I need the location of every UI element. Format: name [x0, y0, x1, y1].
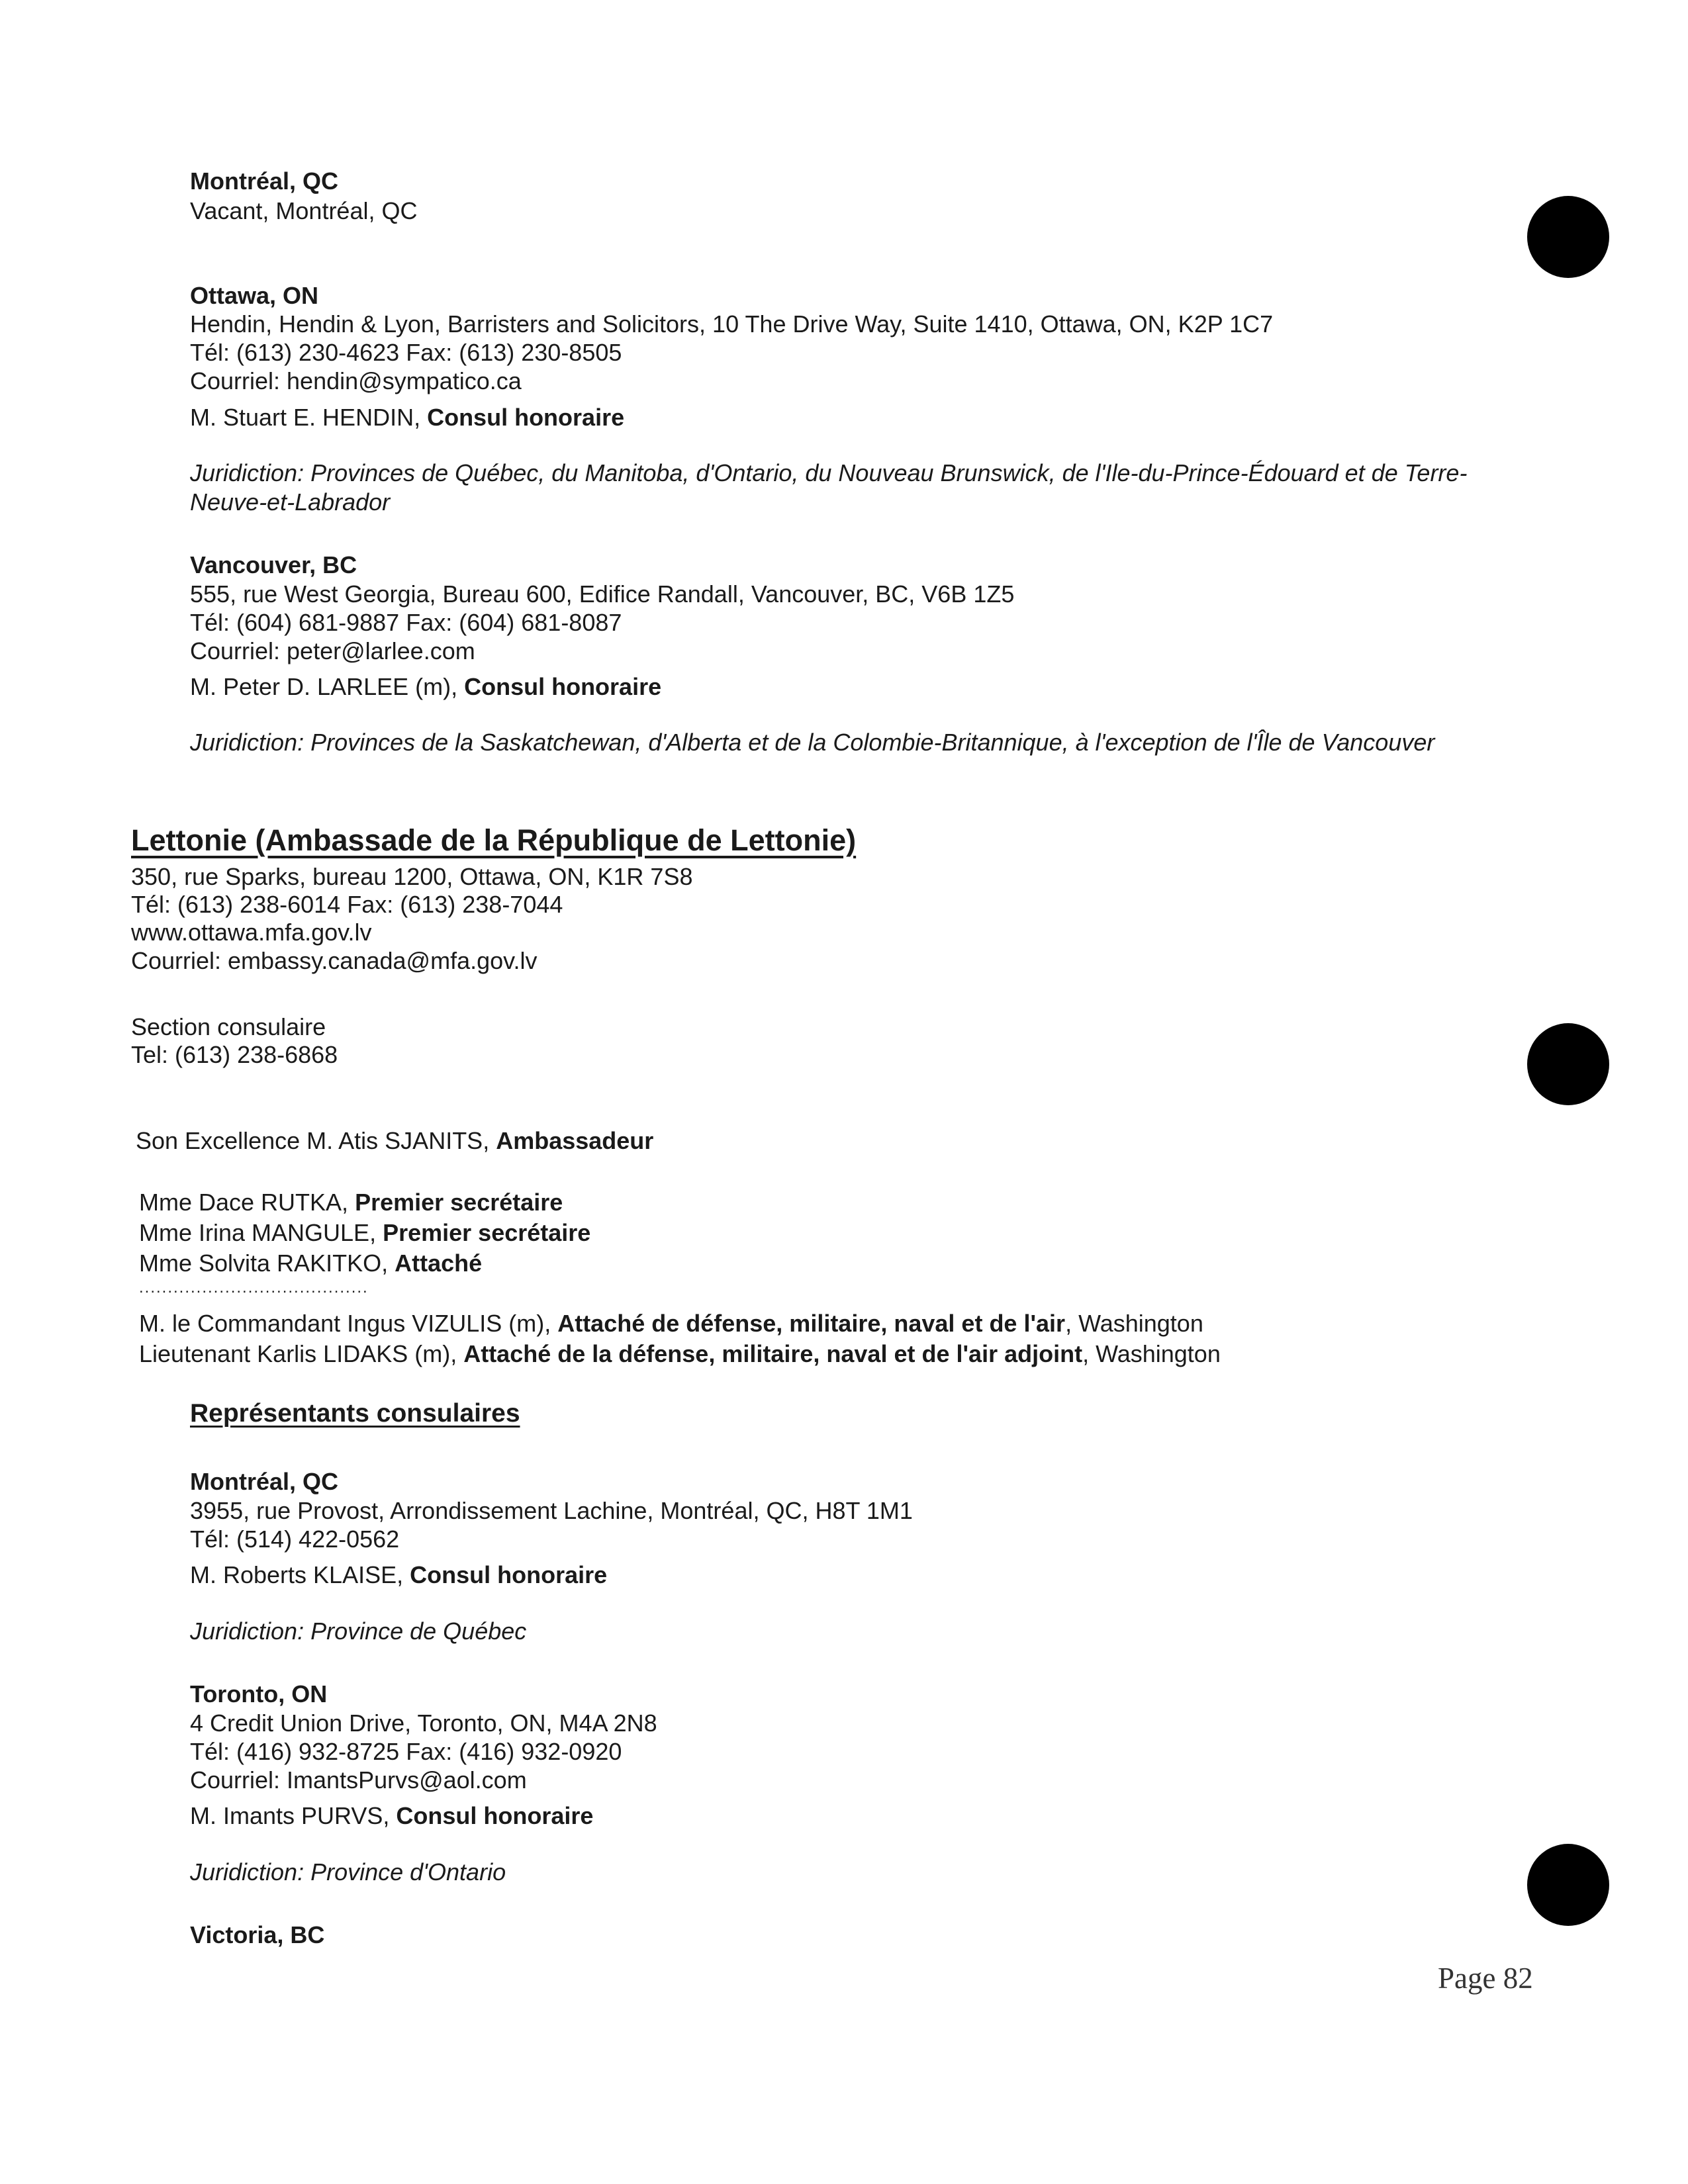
vancouver-consul — [190, 672, 661, 702]
latvia-website: www.ottawa.mfa.gov.lv — [131, 919, 372, 946]
ottawa-address: Hendin, Hendin & Lyon, Barristers and Solicitors, 10 The Drive Way, Suite 1410, Ottawa, ON, K2P 1C7 — [190, 310, 1274, 338]
dotted-separator: ........................................ — [139, 1279, 369, 1297]
vancouver-email: Courriel: peter@larlee.com — [190, 637, 475, 664]
staff-name: Mme Irina MANGULE, — [139, 1219, 383, 1246]
page-number: Page 82 — [1438, 1962, 1533, 1995]
latvia-ambassador — [136, 1126, 653, 1156]
ottawa-consul — [190, 403, 624, 432]
ambassador-name: Son Excellence M. Atis SJANITS, — [136, 1127, 496, 1154]
latvia-montreal-address: 3955, rue Provost, Arrondissement Lachine, Montréal, QC, H8T 1M1 — [190, 1497, 913, 1524]
ottawa-jurisdiction-line2: Neuve-et-Labrador — [190, 488, 391, 516]
vancouver-consul-name: M. Peter D. LARLEE (m), — [190, 673, 465, 700]
attache-title: Attaché de défense, militaire, naval et de l'air — [557, 1310, 1066, 1337]
attache-title: Attaché de la défense, militaire, naval et de l'air adjoint — [463, 1340, 1083, 1367]
ottawa-city-heading: Ottawa, ON — [190, 282, 319, 309]
consular-representatives-heading: Représentants consulaires — [190, 1399, 520, 1428]
ambassador-title: Ambassadeur — [496, 1127, 654, 1154]
latvia-montreal-phone: Tél: (514) 422-0562 — [190, 1525, 400, 1553]
montreal-vacant-line: Vacant, Montréal, QC — [190, 197, 418, 224]
latvia-toronto-city-heading: Toronto, ON — [190, 1680, 328, 1707]
montreal-city-heading: Montréal, QC — [190, 167, 339, 195]
latvia-consular-section: Section consulaire — [131, 1013, 326, 1040]
attache-place: , Washington — [1082, 1340, 1221, 1367]
latvia-toronto-phone: Tél: (416) 932-8725 Fax: (416) 932-0920 — [190, 1738, 622, 1765]
punch-hole-top — [1527, 196, 1609, 278]
staff-title: Premier secrétaire — [355, 1189, 563, 1216]
staff-title: Attaché — [395, 1250, 483, 1277]
staff-name: Mme Dace RUTKA, — [139, 1189, 355, 1216]
latvia-email: Courriel: embassy.canada@mfa.gov.lv — [131, 947, 538, 974]
latvia-victoria-city-heading: Victoria, BC — [190, 1921, 325, 1948]
punch-hole-middle — [1527, 1023, 1609, 1105]
latvia-toronto-consul-name: M. Imants PURVS, — [190, 1802, 397, 1829]
latvia-toronto-jurisdiction: Juridiction: Province d'Ontario — [190, 1858, 506, 1886]
staff-title: Premier secrétaire — [383, 1219, 591, 1246]
latvia-montreal-jurisdiction: Juridiction: Province de Québec — [190, 1617, 527, 1645]
latvia-toronto-consul — [190, 1801, 593, 1831]
vancouver-jurisdiction: Juridiction: Provinces de la Saskatchewan, d'Alberta et de la Colombie-Britannique, à l'exception de l'Île de Vancouver — [190, 729, 1435, 756]
latvia-consular-phone: Tel: (613) 238-6868 — [131, 1041, 338, 1068]
attache-row — [139, 1340, 1221, 1369]
latvia-montreal-consul — [190, 1561, 607, 1590]
attache-name: Lieutenant Karlis LIDAKS (m), — [139, 1340, 464, 1367]
latvia-address: 350, rue Sparks, bureau 1200, Ottawa, ON, K1R 7S8 — [131, 863, 693, 890]
latvia-phone: Tél: (613) 238-6014 Fax: (613) 238-7044 — [131, 891, 563, 918]
latvia-toronto-email: Courriel: ImantsPurvs@aol.com — [190, 1766, 527, 1794]
ottawa-phone: Tél: (613) 230-4623 Fax: (613) 230-8505 — [190, 339, 622, 366]
vancouver-consul-title: Consul honoraire — [464, 673, 662, 700]
country-heading-latvia: Lettonie (Ambassade de la République de Lettonie) — [131, 823, 857, 857]
latvia-toronto-consul-title: Consul honoraire — [396, 1802, 594, 1829]
vancouver-city-heading: Vancouver, BC — [190, 551, 357, 578]
attache-name: M. le Commandant Ingus VIZULIS (m), — [139, 1310, 558, 1337]
staff-name: Mme Solvita RAKITKO, — [139, 1250, 395, 1277]
vancouver-phone: Tél: (604) 681-9887 Fax: (604) 681-8087 — [190, 609, 622, 636]
punch-hole-bottom — [1527, 1844, 1609, 1926]
latvia-montreal-consul-title: Consul honoraire — [410, 1561, 608, 1588]
latvia-toronto-address: 4 Credit Union Drive, Toronto, ON, M4A 2N8 — [190, 1709, 657, 1737]
ottawa-email: Courriel: hendin@sympatico.ca — [190, 367, 522, 394]
attache-place: , Washington — [1065, 1310, 1203, 1337]
latvia-montreal-city-heading: Montréal, QC — [190, 1468, 339, 1495]
ottawa-jurisdiction-line1: Juridiction: Provinces de Québec, du Manitoba, d'Ontario, du Nouveau Brunswick, de l'Ile-du-Prince-Édouard et de Terre- — [190, 459, 1468, 486]
staff-row — [139, 1188, 563, 1217]
attache-row — [139, 1309, 1203, 1338]
staff-row — [139, 1218, 590, 1248]
ottawa-consul-name: M. Stuart E. HENDIN, — [190, 404, 428, 431]
ottawa-consul-title: Consul honoraire — [427, 404, 625, 431]
vancouver-address: 555, rue West Georgia, Bureau 600, Edifice Randall, Vancouver, BC, V6B 1Z5 — [190, 580, 1015, 608]
latvia-montreal-consul-name: M. Roberts KLAISE, — [190, 1561, 410, 1588]
staff-row — [139, 1249, 482, 1278]
